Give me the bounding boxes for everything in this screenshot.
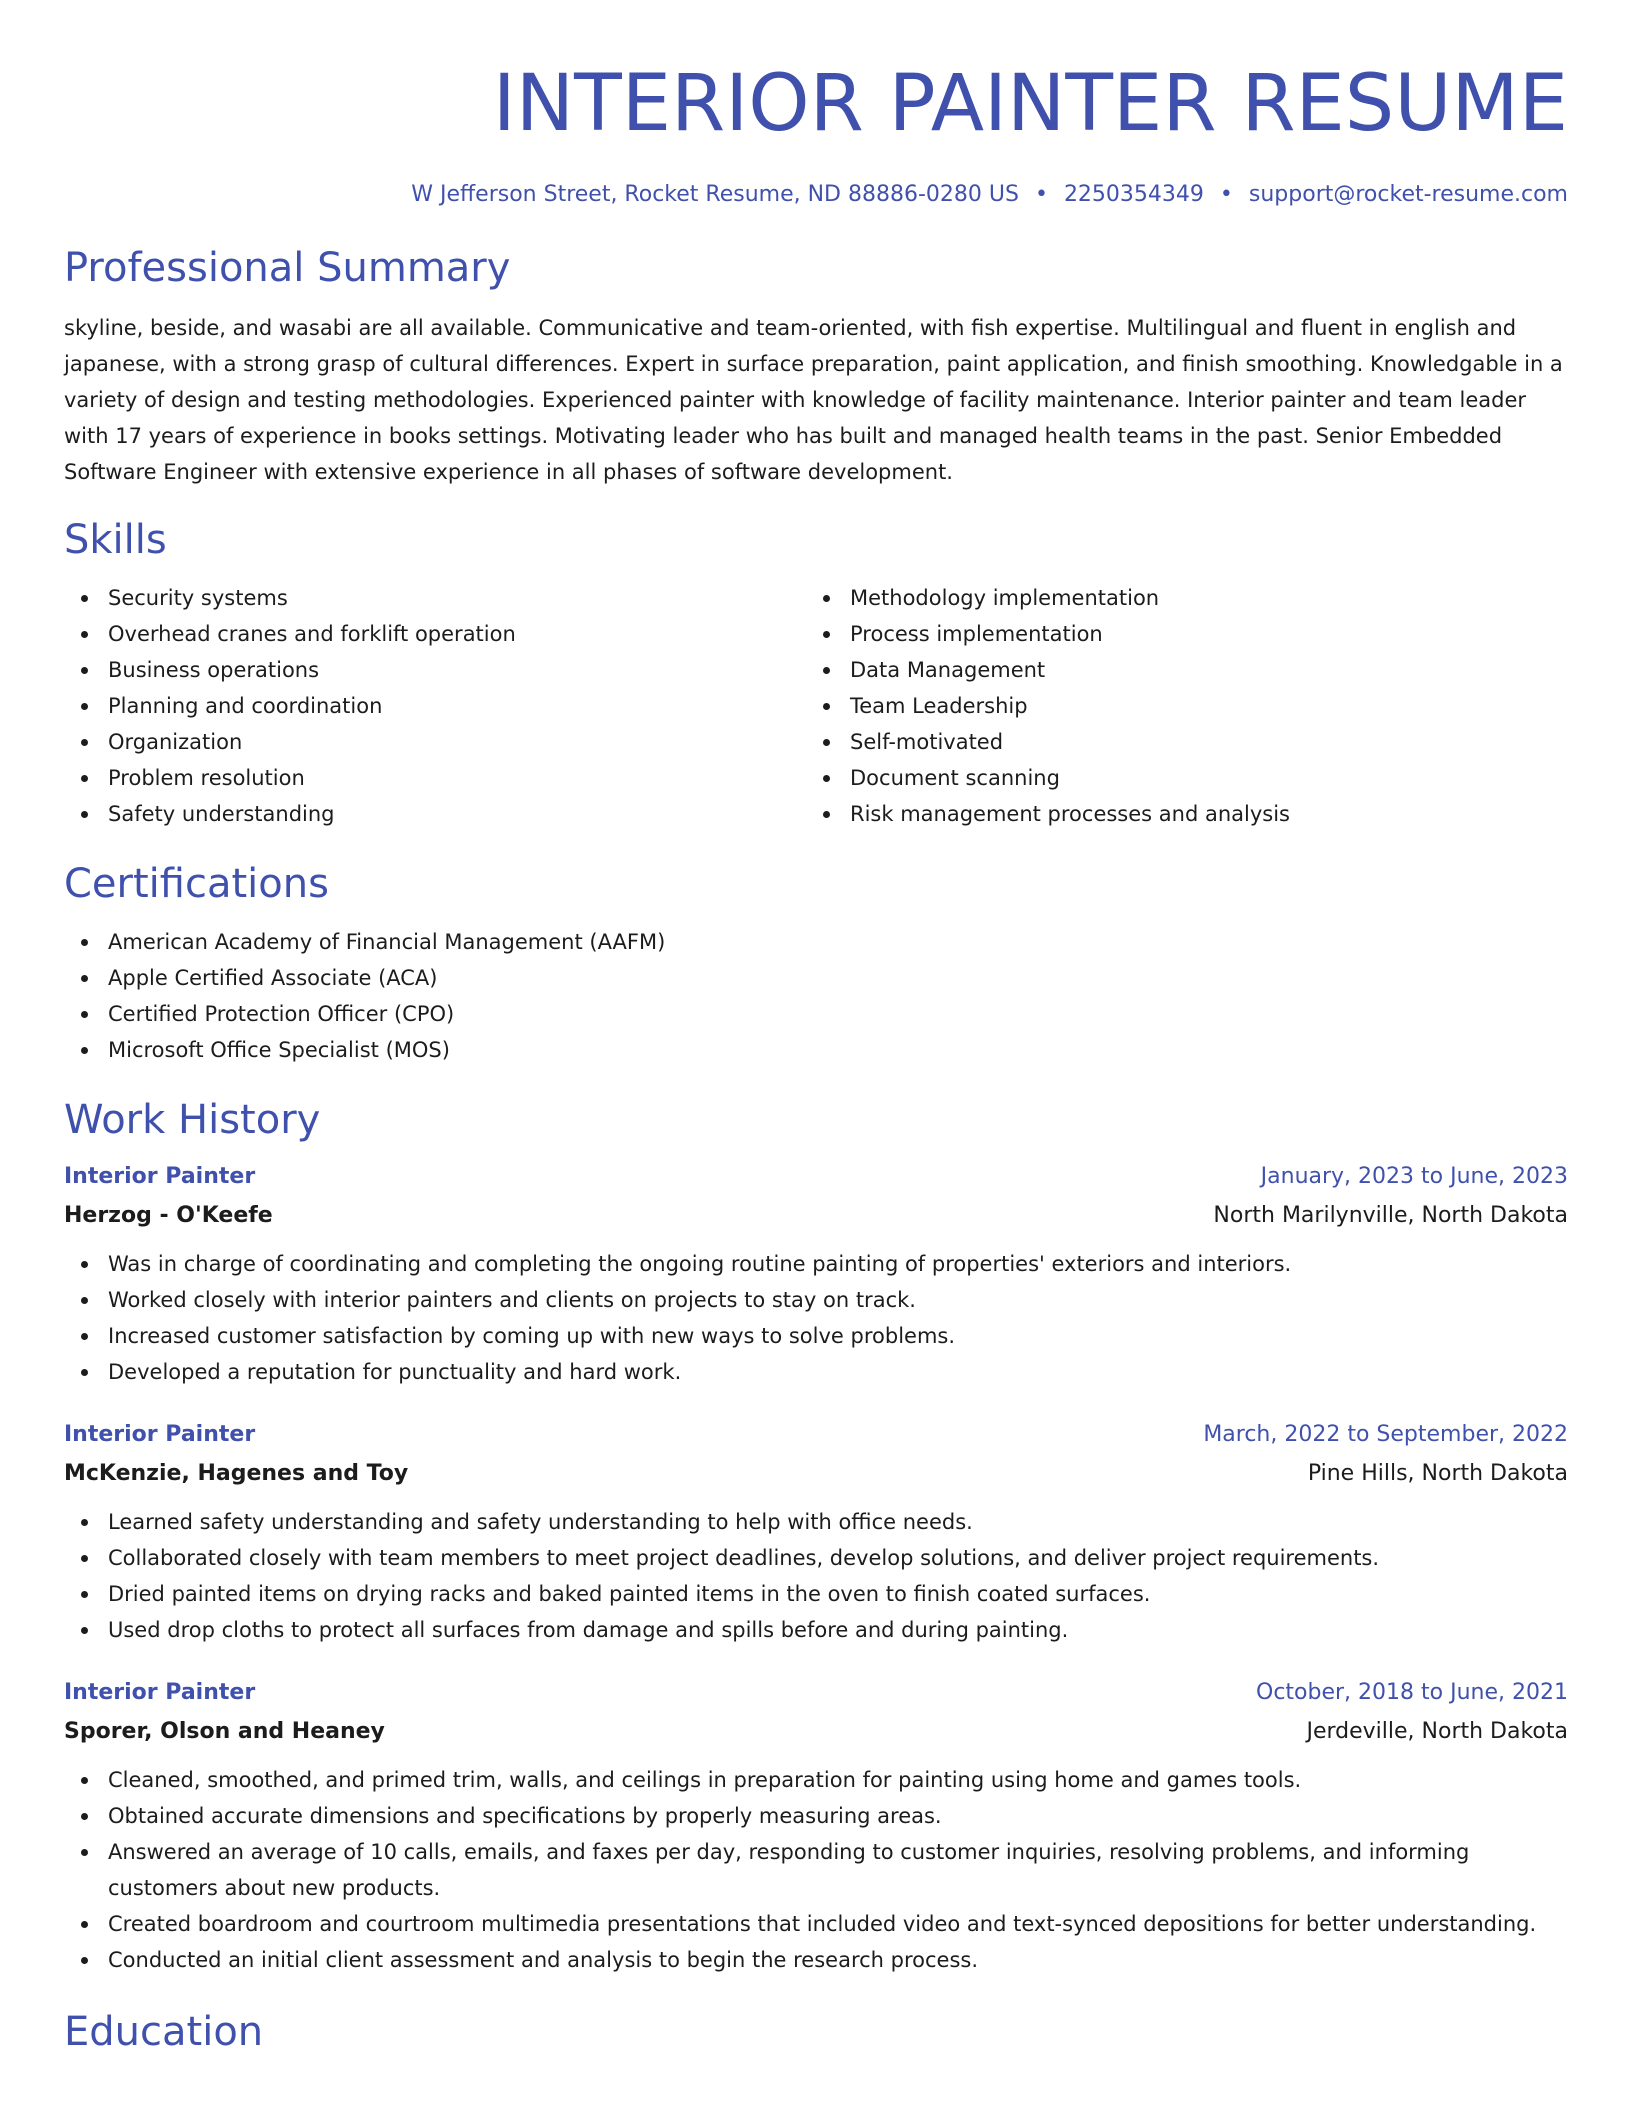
skills-heading: Skills (64, 517, 167, 563)
education-section (64, 2008, 1568, 2056)
skill-item: Problem resolution (64, 760, 806, 796)
job-location: Jerdeville, North Dakota (1306, 1719, 1568, 1744)
job-company-row (64, 1712, 1568, 1752)
contact-line (64, 180, 1568, 210)
job-dates: October, 2018 to June, 2021 (1256, 1680, 1568, 1705)
skill-item: Process implementation (806, 616, 1548, 652)
certification-item: Apple Certified Associate (ACA) (64, 960, 1568, 996)
skill-item: Team Leadership (806, 688, 1548, 724)
job-location: North Marilynville, North Dakota (1213, 1203, 1568, 1228)
job-location: Pine Hills, North Dakota (1307, 1461, 1568, 1486)
job-title: Interior Painter (64, 1164, 256, 1189)
summary-text: skyline, beside, and wasabi are all available. Communicative and team-oriented, with fish expertise. Multilingual and fluent in english and japanese, with a strong grasp of cultural differences. Expert in surface preparation, paint application, and finish smoothing. Knowledgable in a variety of design and testing methodologies. Experienced painter with knowledge of facility maintenance. Interior painter and team leader with 17 years of experience in books settings. Motivating leader who has built and managed health teams in the past. Senior Embedded Software Engineer with extensive experience in all phases of software development. (64, 316, 1563, 484)
job-bullets (64, 1504, 1568, 1648)
job-bullet: Increased customer satisfaction by coming up with new ways to solve problems. (64, 1318, 1568, 1354)
job-company: McKenzie, Hagenes and Toy (64, 1461, 409, 1486)
job-bullets (64, 1762, 1568, 1978)
certifications-section (64, 860, 1568, 1068)
job-bullet: Collaborated closely with team members to meet project deadlines, develop solutions, and deliver project requirements. (64, 1540, 1568, 1576)
job-company-row (64, 1454, 1568, 1494)
job-bullet: Answered an average of 10 calls, emails, and faxes per day, responding to customer inquiries, resolving problems, and informing customers about new products. (64, 1834, 1568, 1906)
job-bullet: Developed a reputation for punctuality and hard work. (64, 1354, 1568, 1390)
certification-item: American Academy of Financial Management (AAFM) (64, 924, 1568, 960)
job-bullet: Obtained accurate dimensions and specifications by properly measuring areas. (64, 1798, 1568, 1834)
summary-section (64, 244, 1568, 490)
job-entry (64, 1158, 1568, 1390)
skill-item: Safety understanding (64, 796, 806, 832)
certification-item: Microsoft Office Specialist (MOS) (64, 1032, 1568, 1068)
skill-item: Organization (64, 724, 806, 760)
summary-heading: Professional Summary (64, 245, 511, 291)
job-title-row (64, 1416, 1568, 1454)
certifications-heading: Certifications (64, 861, 329, 907)
education-heading: Education (64, 2009, 264, 2055)
work-history-section (64, 1096, 1568, 1978)
skills-list-left (64, 580, 806, 832)
skills-columns (64, 580, 1568, 832)
job-entry (64, 1416, 1568, 1648)
contact-separator: • (1034, 182, 1048, 207)
contact-email[interactable]: support@rocket-resume.com (1248, 182, 1568, 207)
contact-separator: • (1219, 182, 1233, 207)
contact-address: W Jefferson Street, Rocket Resume, ND 88886-0280 US (411, 182, 1019, 207)
resume-page (64, 0, 1568, 2056)
job-title: Interior Painter (64, 1680, 256, 1705)
skill-item: Security systems (64, 580, 806, 616)
job-bullet: Worked closely with interior painters and clients on projects to stay on track. (64, 1282, 1568, 1318)
skill-item: Methodology implementation (806, 580, 1548, 616)
job-bullet: Cleaned, smoothed, and primed trim, walls, and ceilings in preparation for painting using home and games tools. (64, 1762, 1568, 1798)
skill-item: Risk management processes and analysis (806, 796, 1548, 832)
job-bullet: Conducted an initial client assessment and analysis to begin the research process. (64, 1942, 1568, 1978)
job-company-row (64, 1196, 1568, 1236)
job-bullet: Created boardroom and courtroom multimedia presentations that included video and text-synced depositions for better understanding. (64, 1906, 1568, 1942)
certification-item: Certified Protection Officer (CPO) (64, 996, 1568, 1032)
skill-item: Overhead cranes and forklift operation (64, 616, 806, 652)
job-dates: January, 2023 to June, 2023 (1260, 1164, 1568, 1189)
job-company: Sporer, Olson and Heaney (64, 1719, 385, 1744)
skill-item: Planning and coordination (64, 688, 806, 724)
job-company: Herzog - O'Keefe (64, 1203, 273, 1228)
job-dates: March, 2022 to September, 2022 (1203, 1422, 1568, 1447)
resume-title: INTERIOR PAINTER RESUME (492, 59, 1568, 149)
certifications-list (64, 924, 1568, 1068)
job-bullet: Used drop cloths to protect all surfaces from damage and spills before and during painting. (64, 1612, 1568, 1648)
job-entry (64, 1674, 1568, 1978)
skills-section (64, 516, 1568, 832)
job-title-row (64, 1674, 1568, 1712)
skill-item: Data Management (806, 652, 1548, 688)
job-bullet: Learned safety understanding and safety understanding to help with office needs. (64, 1504, 1568, 1540)
skills-list-right (806, 580, 1548, 832)
job-title: Interior Painter (64, 1422, 256, 1447)
job-title-row (64, 1158, 1568, 1196)
work-history-heading: Work History (64, 1097, 321, 1143)
job-bullet: Dried painted items on drying racks and baked painted items in the oven to finish coated surfaces. (64, 1576, 1568, 1612)
skill-item: Business operations (64, 652, 806, 688)
job-bullets (64, 1246, 1568, 1390)
skill-item: Document scanning (806, 760, 1548, 796)
contact-phone: 2250354349 (1063, 182, 1204, 207)
job-bullet: Was in charge of coordinating and completing the ongoing routine painting of properties' exteriors and interiors. (64, 1246, 1568, 1282)
skill-item: Self-motivated (806, 724, 1548, 760)
